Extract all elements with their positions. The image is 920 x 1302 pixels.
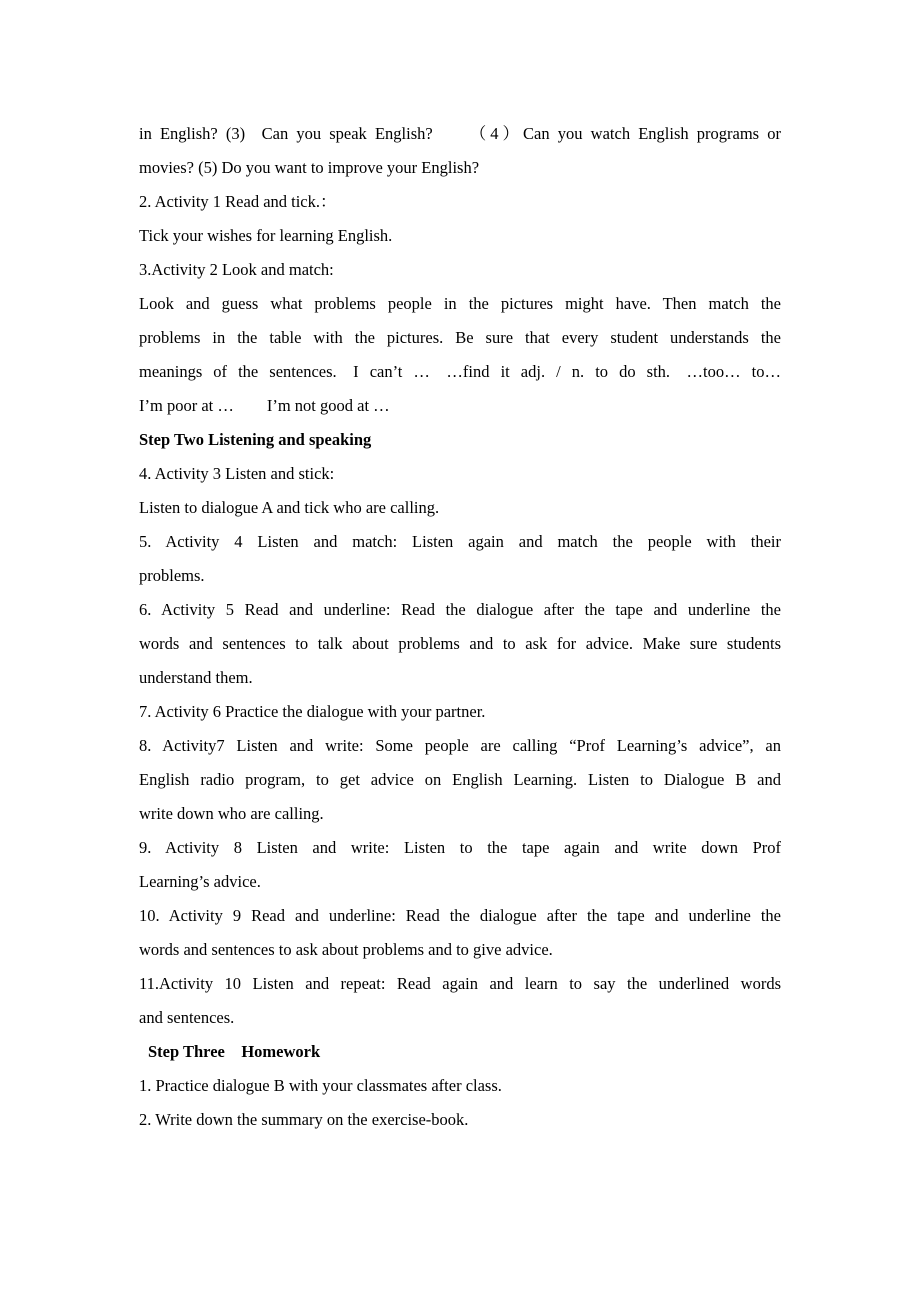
text-line: write down who are calling. xyxy=(139,804,324,823)
text-line: 10. Activity 9 Read and underline: Read the dialogue after the tape and underline the xyxy=(139,906,781,925)
text-line: 5. Activity 4 Listen and match: Listen again and match the people with their xyxy=(139,532,781,551)
text-line: English radio program, to get advice on English Learning. Listen to Dialogue B and xyxy=(139,770,781,789)
text-line: understand them. xyxy=(139,668,253,687)
text-line: words and sentences to talk about problems and to ask for advice. Make sure students xyxy=(139,634,781,653)
text-line: 7. Activity 6 Practice the dialogue with your partner. xyxy=(139,702,486,721)
text-line: Look and guess what problems people in the pictures might have. Then match the xyxy=(139,294,781,313)
text-line: 2. Activity 1 Read and tick.： xyxy=(139,192,337,211)
text-line: 6. Activity 5 Read and underline: Read the dialogue after the tape and underline the xyxy=(139,600,781,619)
text-line: 9. Activity 8 Listen and write: Listen to the tape again and write down Prof xyxy=(139,838,781,857)
text-line: problems. xyxy=(139,566,205,585)
text-line: 2. Write down the summary on the exercise-book. xyxy=(139,1110,469,1129)
text-line: meanings of the sentences. I can’t … …find it adj. / n. to do sth. …too… to… xyxy=(139,362,781,381)
text-line: Listen to dialogue A and tick who are calling. xyxy=(139,498,440,517)
text-line: 1. Practice dialogue B with your classmates after class. xyxy=(139,1076,502,1095)
text-line: words and sentences to ask about problems and to give advice. xyxy=(139,940,553,959)
text-line: movies? (5) Do you want to improve your English? xyxy=(139,158,480,177)
text-line: Tick your wishes for learning English. xyxy=(139,226,393,245)
section-heading: Step Three Homework xyxy=(148,1042,321,1061)
document-body xyxy=(139,117,781,1137)
text-line: Learning’s advice. xyxy=(139,872,261,891)
text-line: 3.Activity 2 Look and match: xyxy=(139,260,334,279)
text-line: in English? (3) Can you speak English? （4）Can you watch English programs or xyxy=(139,124,781,143)
text-line: 8. Activity7 Listen and write: Some people are calling “Prof Learning’s advice”, an xyxy=(139,736,781,755)
section-heading: Step Two Listening and speaking xyxy=(139,430,372,449)
text-line: 4. Activity 3 Listen and stick: xyxy=(139,464,335,483)
text-line: problems in the table with the pictures. Be sure that every student understands the xyxy=(139,328,781,347)
text-line: 11.Activity 10 Listen and repeat: Read again and learn to say the underlined words xyxy=(139,974,781,993)
text-line: I’m poor at … I’m not good at … xyxy=(139,396,390,415)
text-line: and sentences. xyxy=(139,1008,235,1027)
